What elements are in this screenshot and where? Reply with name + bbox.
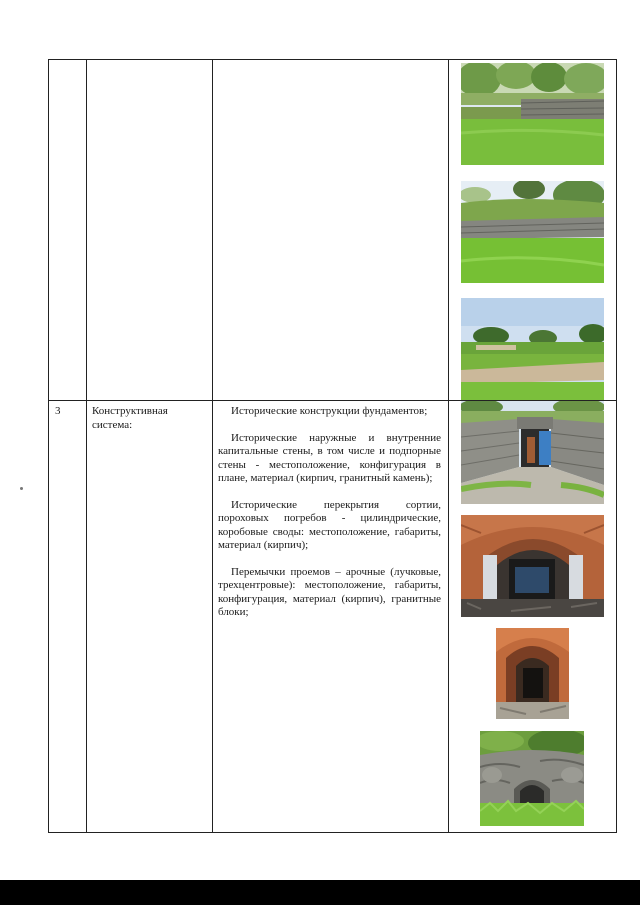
row-description-cell [213,60,449,401]
photo-blue-door-passage-icon [461,401,604,504]
row-number-cell: 3 [49,401,87,833]
row-number-cell [49,60,87,401]
description-paragraph: Перемычки проемов – арочные (лучковые, трехцентровые): местоположение, габариты, конфигурация, материал (кирпич), гранитные блоки; [218,565,441,618]
photo-field-rampart-icon [461,298,604,400]
description-paragraph: Исторические конструкции фундаментов; [231,405,428,417]
photo-meadow-wall-icon [461,63,604,165]
table-row [49,401,617,833]
description-paragraph: Исторические наружные и внутренние капитальные стены, в том числе и подпорные стены - местоположение, конфигурация в плане, материал (кирпич, гранитный камень); [218,431,441,484]
photo-brick-vault-interior-icon [461,515,604,617]
scan-speck [20,487,23,490]
row-label-cell [87,60,213,401]
row-photo-cell [449,401,617,833]
description-paragraph: Исторические перекрытия сортии, пороховых погребов - цилиндрические, коробовые своды: местоположение, габариты, материал (кирпич); [218,498,441,551]
photo-granite-arch-icon [480,731,584,826]
row-label-cell: Конструктивная система: [87,401,213,833]
row-photo-cell [449,60,617,401]
photo-brick-corridor-icon [496,628,569,719]
row-description-cell [213,401,449,833]
monument-subject-table [48,59,617,833]
scan-bottom-edge [0,880,640,905]
table-row [49,60,617,401]
photo-stone-rampart-icon [461,181,604,283]
